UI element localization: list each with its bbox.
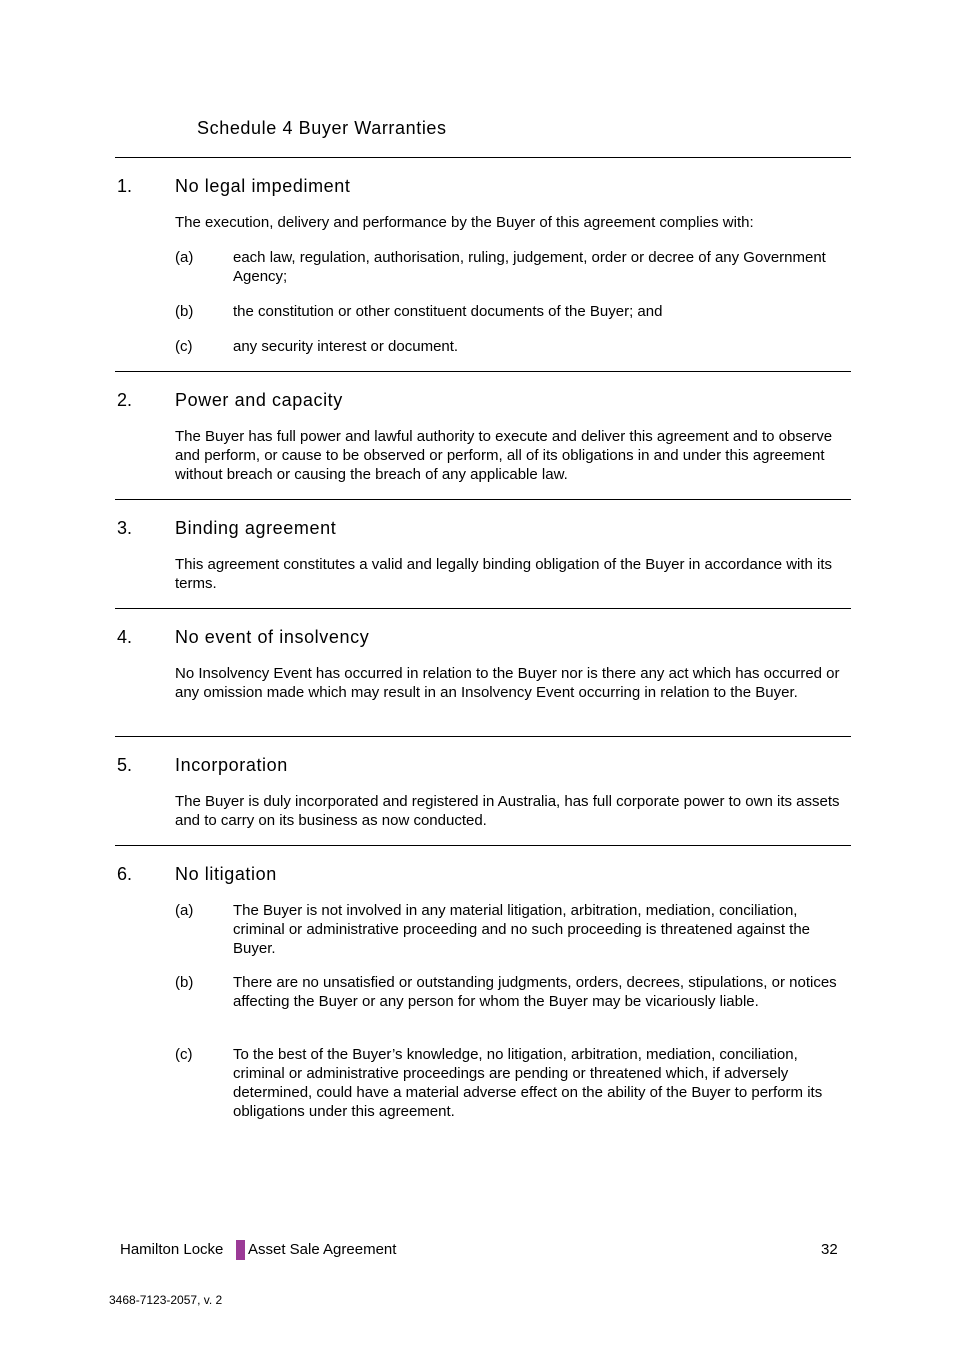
section-number: 4. <box>117 627 133 647</box>
item-label: (c) <box>175 1046 193 1063</box>
section-number: 6. <box>117 864 133 884</box>
divider <box>115 608 851 609</box>
section-title: No litigation <box>175 864 277 884</box>
section-body: This agreement constitutes a valid and legally binding obligation of the Buyer in accordance with its terms. <box>175 556 833 592</box>
item-label: (c) <box>175 338 193 355</box>
section-number: 2. <box>117 390 133 410</box>
section-title: Power and capacity <box>175 390 343 410</box>
schedule-title: Schedule 4 Buyer Warranties <box>197 118 447 138</box>
item-label: (a) <box>175 249 194 266</box>
section-title: Binding agreement <box>175 518 337 538</box>
item-text: To the best of the Buyer’s knowledge, no litigation, arbitration, mediation, conciliation, criminal or administrative proceedings are pending or threatened which, if adversely determined, could have a material adverse effect on the ability of the Buyer to perform its obligations under this agreement. <box>233 1046 823 1120</box>
item-label: (b) <box>175 974 194 991</box>
page-number: 32 <box>821 1241 838 1258</box>
section-number: 3. <box>117 518 133 538</box>
section-number: 5. <box>117 755 133 775</box>
section-intro: The execution, delivery and performance by the Buyer of this agreement complies with: <box>175 214 754 231</box>
section-body: The Buyer is duly incorporated and registered in Australia, has full corporate power to own its assets and to carry on its business as now conducted. <box>175 793 840 829</box>
item-text: The Buyer is not involved in any material litigation, arbitration, mediation, conciliation, criminal or administrative proceeding and no such proceeding is threatened against the Buyer. <box>233 902 811 957</box>
divider <box>115 736 851 737</box>
divider <box>115 845 851 846</box>
item-label: (b) <box>175 303 194 320</box>
divider <box>115 499 851 500</box>
item-text: any security interest or document. <box>233 338 459 355</box>
item-text: There are no unsatisfied or outstanding judgments, orders, decrees, stipulations, or notices affecting the Buyer or any person for whom the Buyer may be vicariously liable. <box>233 974 837 1010</box>
section-title: No legal impediment <box>175 176 351 196</box>
item-text: the constitution or other constituent documents of the Buyer; and <box>233 303 663 320</box>
document-reference: 3468-7123-2057, v. 2 <box>109 1293 223 1307</box>
section-number: 1. <box>117 176 133 196</box>
divider <box>115 157 851 158</box>
section-title: No event of insolvency <box>175 627 370 647</box>
divider <box>115 371 851 372</box>
item-label: (a) <box>175 902 194 919</box>
footer-accent-bar <box>236 1240 245 1260</box>
footer-document-title: Asset Sale Agreement <box>248 1241 397 1258</box>
footer-firm-name: Hamilton Locke <box>120 1241 224 1258</box>
section-body: No Insolvency Event has occurred in relation to the Buyer nor is there any act which has occurred or any omission made which may result in an Insolvency Event occurring in relation to the Buyer. <box>175 665 840 701</box>
section-title: Incorporation <box>175 755 288 775</box>
item-text: each law, regulation, authorisation, ruling, judgement, order or decree of any Government Agency; <box>233 249 826 285</box>
section-body: The Buyer has full power and lawful authority to execute and deliver this agreement and to observe and perform, or cause to be observed or perform, all of its obligations in and under this agreement without breach or causing the breach of any applicable law. <box>175 428 833 483</box>
